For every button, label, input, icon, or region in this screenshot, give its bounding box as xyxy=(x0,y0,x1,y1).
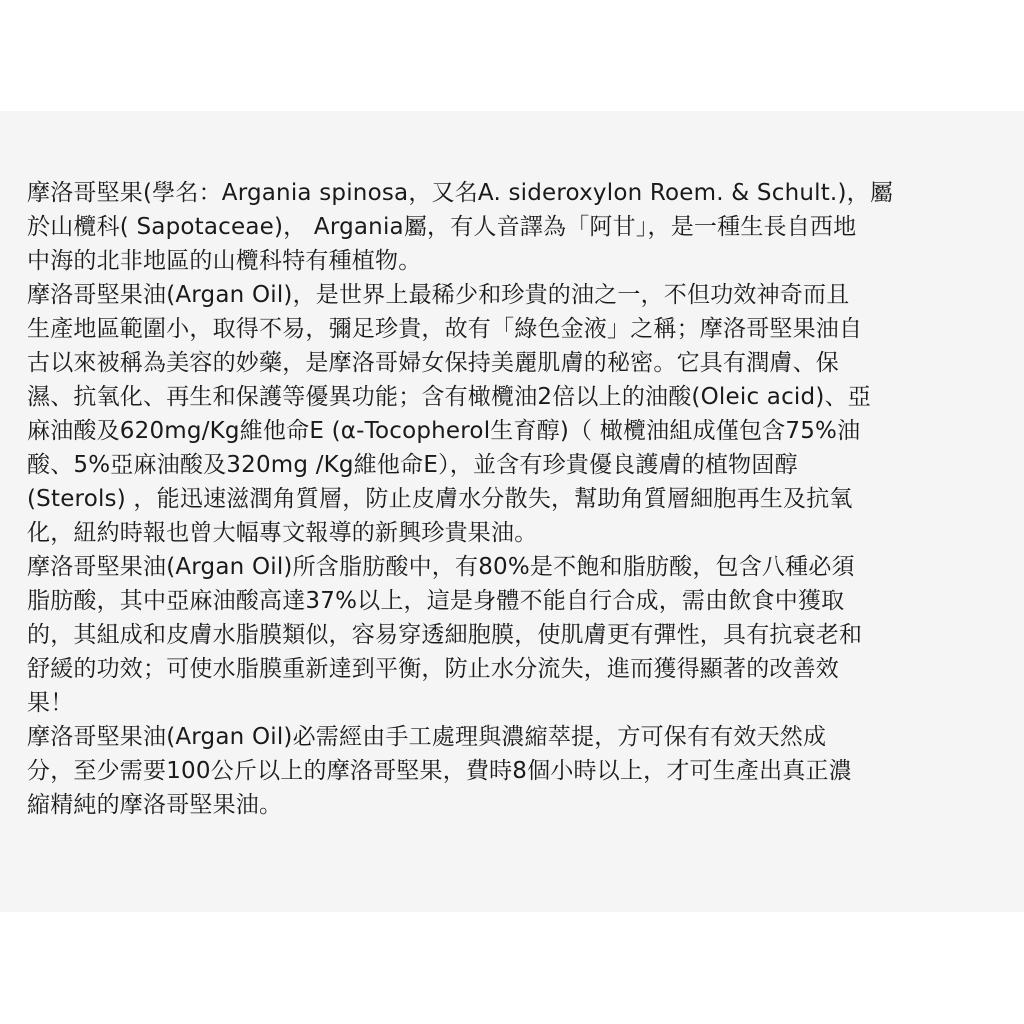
text-line: 摩洛哥堅果(學名：Argania spinosa，又名A. sideroxylon Roem. & Schult.)，屬 xyxy=(27,180,894,206)
text-line: 中海的北非地區的山欖科特有種植物。 xyxy=(27,248,422,274)
text-line: 舒緩的功效；可使水脂膜重新達到平衡，防止水分流失，進而獲得顯著的改善效 xyxy=(27,656,839,682)
text-line: 濕、抗氧化、再生和保護等優異功能；含有橄欖油2倍以上的油酸(Oleic acid)、亞 xyxy=(27,384,871,410)
text-line: 摩洛哥堅果油(Argan Oil)所含脂肪酸中，有80%是不飽和脂肪酸，包含八種必須 xyxy=(27,554,855,580)
text-line: 果！ xyxy=(27,690,74,716)
text-line: 古以來被稱為美容的妙藥，是摩洛哥婦女保持美麗肌膚的秘密。它具有潤膚、保 xyxy=(27,350,839,376)
text-line: 縮精純的摩洛哥堅果油。 xyxy=(27,792,283,818)
text-line: 分，至少需要100公斤以上的摩洛哥堅果，費時8個小時以上，才可生產出真正濃 xyxy=(27,758,852,784)
text-line: 脂肪酸，其中亞麻油酸高達37%以上，這是身體不能自行合成，需由飲食中獲取 xyxy=(27,588,845,614)
text-line: 於山欖科( Sapotaceae)， Argania屬，有人音譯為「阿甘」，是一種生長自西地 xyxy=(27,214,857,240)
text-line: 生產地區範圍小，取得不易，彌足珍貴，故有「綠色金液」之稱；摩洛哥堅果油自 xyxy=(27,316,863,342)
text-line: 麻油酸及620mg/Kg維他命E (α-Tocopherol生育醇)（ 橄欖油組成僅包含75%油 xyxy=(27,418,861,444)
text-line: 化，紐約時報也曾大幅專文報導的新興珍貴果油。 xyxy=(27,520,538,546)
text-line: 摩洛哥堅果油(Argan Oil)必需經由手工處理與濃縮萃提，方可保有有效天然成 xyxy=(27,724,827,750)
text-line: 摩洛哥堅果油(Argan Oil)，是世界上最稀少和珍貴的油之一，不但功效神奇而且 xyxy=(27,282,850,308)
argan-oil-description xyxy=(27,176,1002,822)
text-line: (Sterols) ，能迅速滋潤角質層，防止皮膚水分散失，幫助角質層細胞再生及抗氧 xyxy=(27,486,853,512)
text-line: 酸、5%亞麻油酸及320mg /Kg維他命E），並含有珍貴優良護膚的植物固醇 xyxy=(27,452,798,478)
text-line: 的，其組成和皮膚水脂膜類似，容易穿透細胞膜，使肌膚更有彈性，具有抗衰老和 xyxy=(27,622,863,648)
